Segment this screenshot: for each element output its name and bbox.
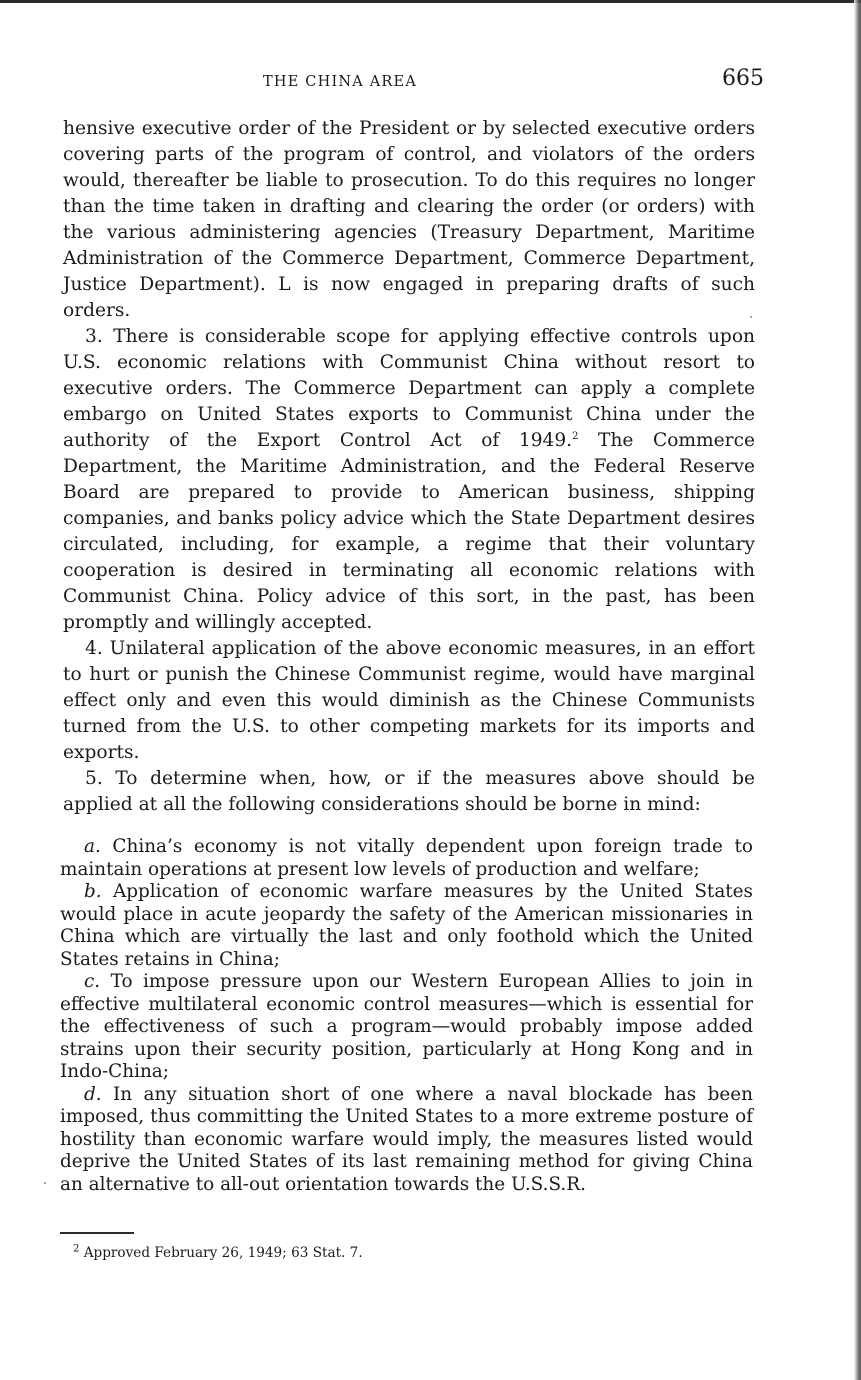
footnote-text: Approved February 26, 1949; 63 Stat. 7. bbox=[83, 1245, 363, 1261]
footnote-reference: 2 bbox=[572, 430, 579, 442]
paragraph-3-text-b: The Commerce Department, the Maritime Administration, and the Federal Reserve Board are prepared to provide to American business, shipping companies, and banks policy advice which the State Department desires circulated, including, for example, a regime that their voluntary cooperation is desired in terminating all economic relations with Communist China. Policy advice of this sort, in the past, has been promptly and willingly accepted. bbox=[63, 430, 755, 633]
footnote-divider bbox=[60, 1232, 134, 1234]
considerations-list bbox=[60, 836, 753, 1196]
consideration-text: Application of economic warfare measures by the United States would place in acute jeopardy the safety of the American missionaries in China which are virtually the last and only foothold which the United States retains in China; bbox=[60, 881, 753, 970]
page-binding-edge bbox=[854, 0, 861, 1380]
consideration-c bbox=[60, 971, 753, 1084]
consideration-d bbox=[60, 1084, 753, 1197]
page-top-edge bbox=[0, 0, 861, 3]
consideration-text: China’s economy is not vitally dependent upon foreign trade to maintain operations at present low levels of production and welfare; bbox=[60, 836, 753, 880]
running-head-title: THE CHINA AREA bbox=[263, 74, 417, 90]
main-text bbox=[63, 116, 755, 818]
consideration-letter: a. bbox=[84, 836, 101, 857]
consideration-letter: b. bbox=[84, 881, 102, 902]
paragraph-3 bbox=[63, 324, 755, 636]
footnote bbox=[73, 1244, 363, 1262]
footnote-mark: 2 bbox=[73, 1243, 80, 1255]
consideration-b bbox=[60, 881, 753, 971]
paragraph-3-text-a: 3. There is considerable scope for applying effective controls upon U.S. economic relations with Communist China without resort to executive orders. The Commerce Department can apply a complete embargo on United States exports to Communist China under the authority of the Export Control Act of 1949. bbox=[63, 326, 755, 451]
consideration-text: To impose pressure upon our Western European Allies to join in effective multilateral economic control measures—which is essential for the effectiveness of such a program—would probably impose added strains upon their security position, particularly at Hong Kong and in Indo-China; bbox=[60, 971, 753, 1082]
consideration-letter: d. bbox=[84, 1083, 102, 1105]
page-number: 665 bbox=[722, 66, 764, 91]
print-speck bbox=[44, 1182, 46, 1184]
consideration-a bbox=[60, 836, 753, 881]
print-speck bbox=[750, 316, 752, 318]
paragraph-5: 5. To determine when, how, or if the measures above should be applied at all the following considerations should be borne in mind: bbox=[63, 768, 755, 815]
paragraph-continued: hensive executive order of the President or by selected executive orders covering parts of the program of control, and violators of the orders would, thereafter be liable to prosecution. To do this requires no longer than the time taken in drafting and clearing the order (or orders) with the various administering agencies (Treasury Department, Maritime Administration of the Commerce Department, Commerce Department, Justice Department). L is now engaged in preparing drafts of such orders. bbox=[63, 118, 755, 321]
consideration-text: In any situation short of one where a naval blockade has been imposed, thus committing the United States to a more extreme posture of hostility than economic warfare would imply, the measures listed would deprive the United States of its last remaining method for giving China an alternative to all-out orientation towards the U.S.S.R. bbox=[60, 1083, 753, 1195]
paragraph-4: 4. Unilateral application of the above economic measures, in an effort to hurt or punish the Chinese Communist regime, would have marginal effect only and even this would diminish as the Chinese Communists turned from the U.S. to other competing markets for its imports and exports. bbox=[63, 638, 755, 763]
running-head bbox=[60, 66, 764, 100]
consideration-letter: c. bbox=[84, 971, 101, 992]
